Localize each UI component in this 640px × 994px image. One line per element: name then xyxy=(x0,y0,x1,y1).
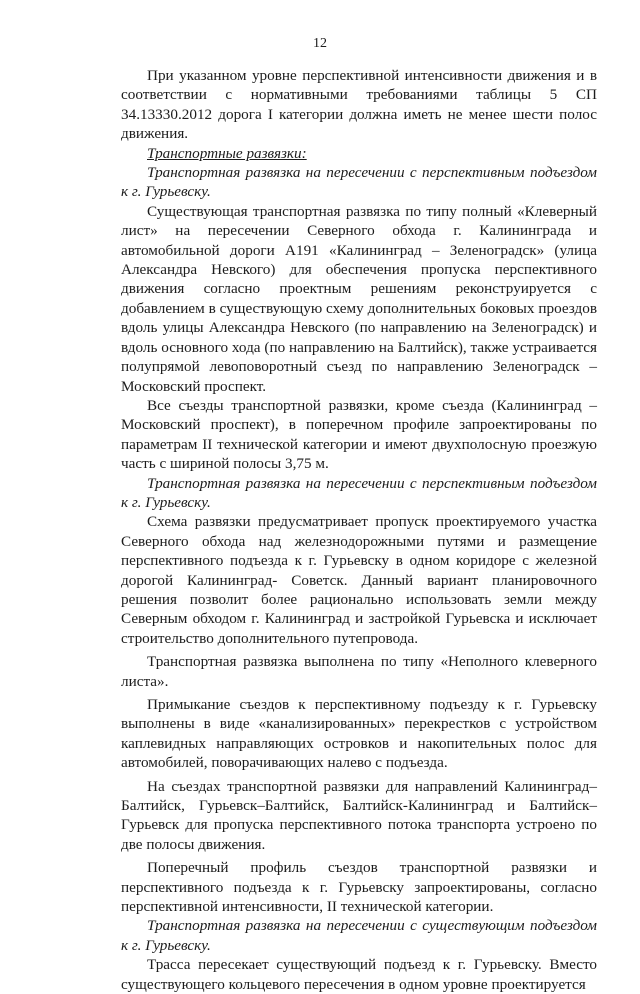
paragraph-two-lanes: На съездах транспортной развязки для направлений Калининград–Балтийск, Гурьевск–Балтийск, Балтийск-Калининград и Балтийск–Гурьевск для пропуска перспективного потока транспорта устроено по две полосы движения. xyxy=(121,777,597,853)
subheading-interchange-2: Транспортная развязка на пересечении с перспективным подъездом к г. Гурьевску. xyxy=(121,474,597,511)
paragraph-partial-cloverleaf: Транспортная развязка выполнена по типу «Неполного клеверного листа». xyxy=(121,653,597,690)
paragraph-route-crossing: Трасса пересекает существующий подъезд к г. Гурьевску. Вместо существующего кольцевого пересечения в одном уровне проектируется xyxy=(121,956,597,993)
document-body xyxy=(121,66,597,994)
section-heading-interchanges: Транспортные развязки: xyxy=(147,144,307,162)
page-number: 12 xyxy=(313,36,327,51)
paragraph-lane-requirement: При указанном уровне перспективной интенсивности движения и в соответствии с нормативными требованиями таблицы 5 СП 34.13330.2012 дорога I категории должна иметь не менее шести полос движения. xyxy=(121,67,597,143)
subheading-interchange-1: Транспортная развязка на пересечении с перспективным подъездом к г. Гурьевску. xyxy=(121,164,597,201)
paragraph-cross-profile: Поперечный профиль съездов транспортной развязки и перспективного подъезда к г. Гурьевску запроектированы, согласно перспективной интенсивности, II технической категории. xyxy=(121,859,597,916)
subheading-interchange-3: Транспортная развязка на пересечении с существующим подъездом к г. Гурьевску. xyxy=(121,917,597,954)
paragraph-ramps-category: Все съезды транспортной развязки, кроме съезда (Калининград – Московский проспект), в поперечном профиле запроектированы по параметрам II технической категории и имеют двухполосную проезжую часть с шириной полосы 3,75 м. xyxy=(121,396,597,473)
paragraph-cloverleaf: Существующая транспортная развязка по типу полный «Клеверный лист» на пересечении Северного обхода г. Калининграда и автомобильной дороги А191 «Калининград – Зеленоградск» (улица Александра Невского) для обеспечения пропуска перспективного движения согласно проектным решениям реконструируется с добавлением в существующую схему дополнительных боковых проездов вдоль улицы Александра Невского (по направлению на Зеленоградск) и вдоль основного хода (по направлению на Балтийск), также устраивается полупрямой левоповоротный съезд по направлению Зеленоградск – Московский проспект. xyxy=(121,202,597,395)
paragraph-junctions: Примыкание съездов к перспективному подъезду к г. Гурьевску выполнены в виде «канализированных» перекрестков с устройством каплевидных направляющих островков и накопительных полос для автомобилей, поворачивающих налево с подъезда. xyxy=(121,696,597,772)
paragraph-scheme: Схема развязки предусматривает пропуск проектируемого участка Северного обхода над железнодорожными путями и размещение перспективного подъезда к г. Гурьевску в одном коридоре с железной дорогой Калининград- Советск. Данный вариант планировочного решения позволит более рационально использовать земли между Северным обходом г. Калининград и застройкой Гурьевска и исключает строительство дополнительного путепровода. xyxy=(121,513,597,647)
